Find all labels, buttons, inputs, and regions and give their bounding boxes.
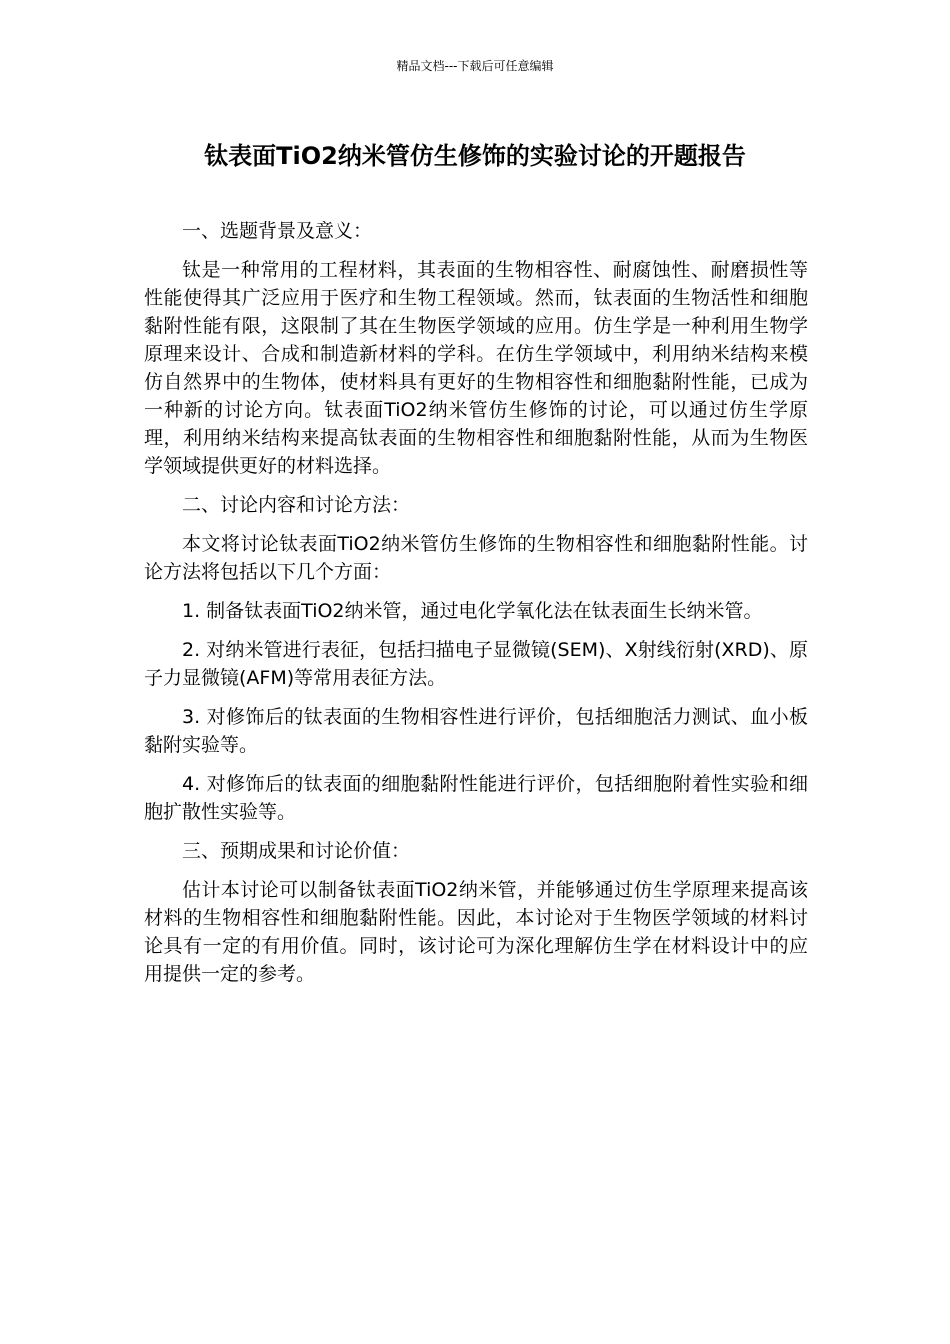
document-title: 钛表面TiO2纳米管仿生修饰的实验讨论的开题报告 [204,142,746,170]
method-item-1: 1. 制备钛表面TiO2纳米管，通过电化学氧化法在钛表面生长纳米管。 [182,600,763,622]
method-item-3: 3. 对修饰后的钛表面的生物相容性进行评价，包括细胞活力测试、血小板黏附实验等。 [144,706,808,756]
header-note: 精品文档---下载后可任意编辑 [396,59,554,73]
section-heading-outcomes: 三、预期成果和讨论价值： [182,840,411,862]
section-heading-background: 一、选题背景及意义： [182,220,373,242]
paragraph-background: 钛是一种常用的工程材料，其表面的生物相容性、耐腐蚀性、耐磨损性等性能使得其广泛应用于医疗和生物工程领域。然而，钛表面的生物活性和细胞黏附性能有限，这限制了其在生物医学领域的应用。仿生学是一种利用生物学原理来设计、合成和制造新材料的学科。在仿生学领域中，利用纳米结构来模仿自然界中的生物体，使材料具有更好的生物相容性和细胞黏附性能，已成为一种新的讨论方向。钛表面TiO2纳米管仿生修饰的讨论，可以通过仿生学原理，利用纳米结构来提高钛表面的生物相容性和细胞黏附性能，从而为生物医学领域提供更好的材料选择。 [144,259,808,477]
document-body [144,217,808,999]
method-item-2: 2. 对纳米管进行表征，包括扫描电子显微镜(SEM)、X射线衍射(XRD)、原子力显微镜(AFM)等常用表征方法。 [144,639,808,689]
paragraph-outcomes: 估计本讨论可以制备钛表面TiO2纳米管，并能够通过仿生学原理来提高该材料的生物相容性和细胞黏附性能。因此，本讨论对于生物医学领域的材料讨论具有一定的有用价值。同时，该讨论可为深化理解仿生学在材料设计中的应用提供一定的参考。 [144,879,808,985]
section-heading-methods: 二、讨论内容和讨论方法： [182,494,411,516]
method-item-4: 4. 对修饰后的钛表面的细胞黏附性能进行评价，包括细胞附着性实验和细胞扩散性实验等。 [144,773,808,823]
paragraph-methods-intro: 本文将讨论钛表面TiO2纳米管仿生修饰的生物相容性和细胞黏附性能。讨论方法将包括以下几个方面： [144,533,808,583]
